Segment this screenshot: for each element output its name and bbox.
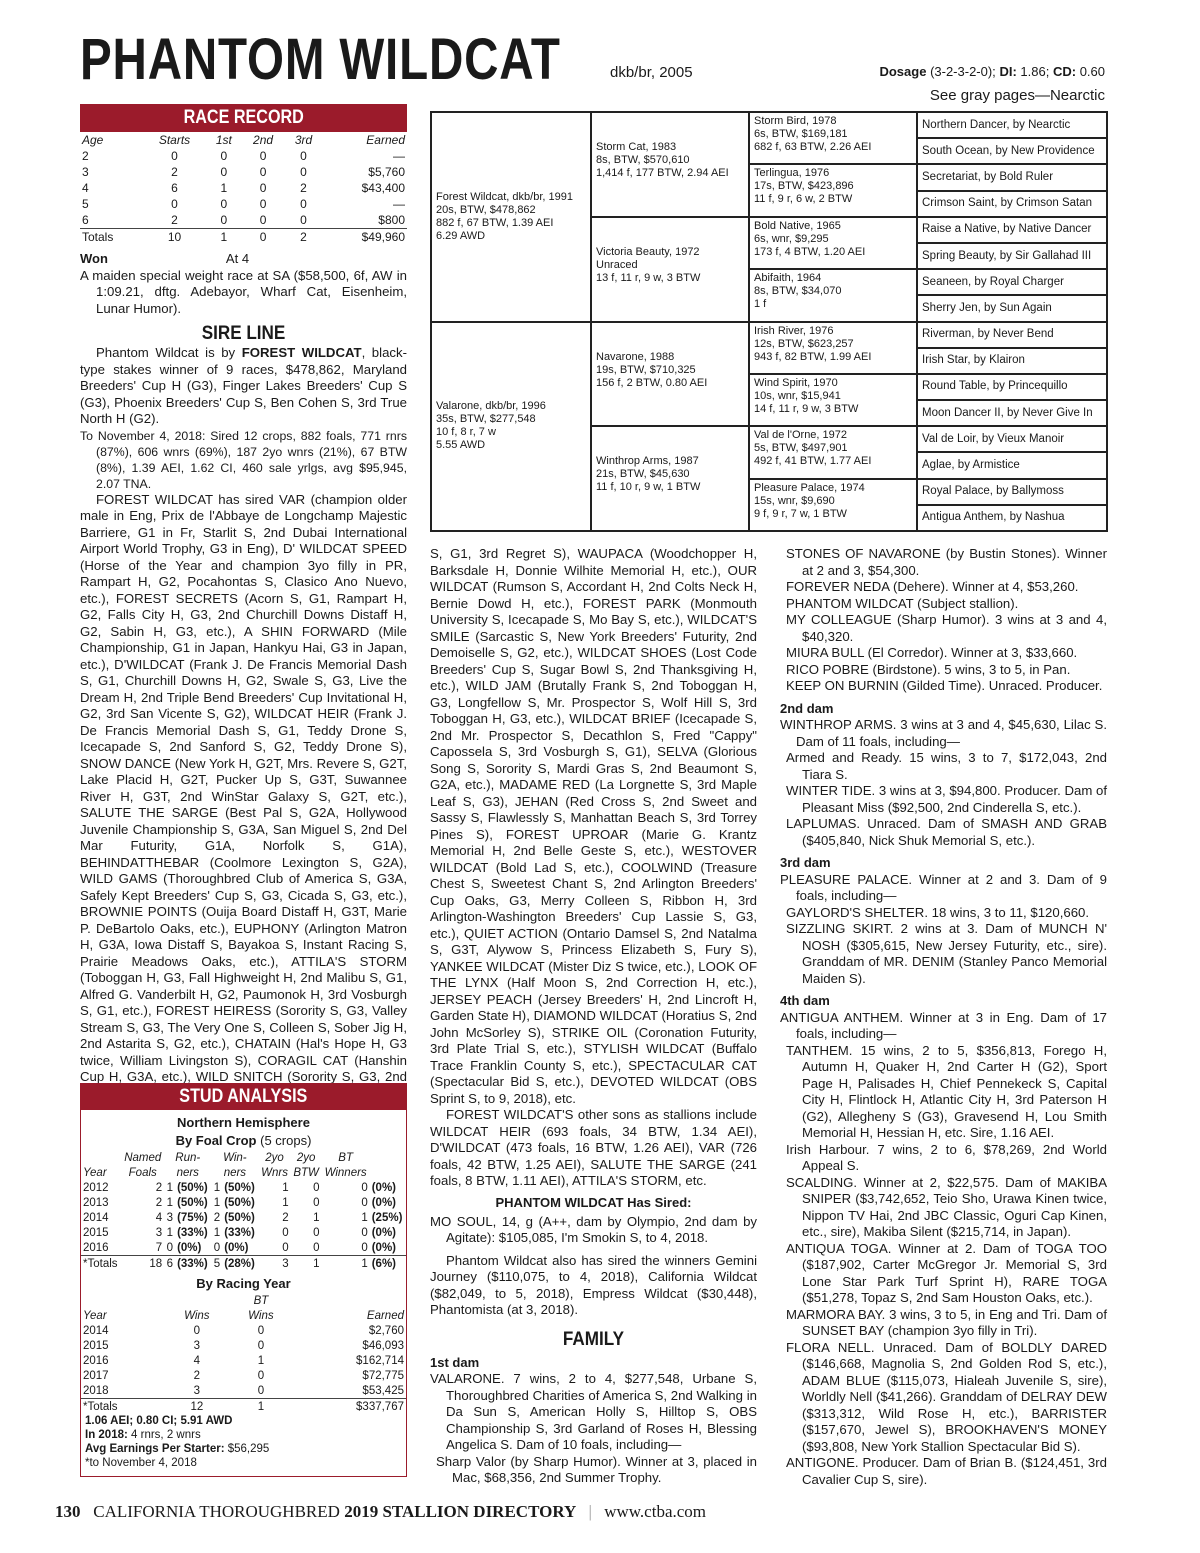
foal-cell: 2015 bbox=[83, 1226, 109, 1239]
rr-cell: 0 bbox=[300, 213, 307, 227]
sire-line-heading: SIRE LINE bbox=[201, 323, 286, 344]
pedigree-gen4: Riverman, by Never Bend bbox=[917, 322, 1107, 348]
foal-col-header: ners bbox=[223, 1166, 247, 1179]
family-foal-entry: LAPLUMAS. Unraced. Dam of SMASH AND GRAB ($405,840, Nick Shuk Memorial S, etc.). bbox=[786, 816, 1107, 848]
racing-year-row bbox=[81, 1383, 406, 1399]
rr-cell: 2 bbox=[82, 149, 89, 163]
pedigree-gen2: Victoria Beauty, 1972 Unraced 13 f, 11 r, 9 w, 3 BTW bbox=[591, 217, 749, 322]
foal-cell: (33%) bbox=[177, 1226, 208, 1239]
race-record-row bbox=[80, 212, 407, 229]
foal-cell: 2 bbox=[213, 1211, 221, 1224]
pedigree-dam: Valarone, dkb/br, 1996 35s, BTW, $277,548 10 f, 8 r, 7 w 5.55 AWD bbox=[431, 322, 591, 532]
foal-crop-row bbox=[81, 1195, 406, 1210]
rr-cell: 6 bbox=[82, 213, 89, 227]
foal-col-header: ners bbox=[176, 1166, 199, 1179]
dam1-text: VALARONE. 7 wins, 2 to 4, $277,548, Urbane S, Thoroughbred Charities of America S, 2nd Walking in Da Sun S, American Holly S, Hilltop S, OBS Championship S, 3rd Garland of Roses H, Blessing Angelica S. Dam of 10 foals, including— bbox=[430, 1371, 757, 1452]
rr-cell: 0 bbox=[259, 213, 267, 227]
family-foal-entry: SCALDING. Winner at 2, $22,575. Dam of MAKIBA SNIPER ($3,742,652, Teio Sho, Urawa Kinen twice, Nippon TV Hai, 2nd JBC Classic, Oguri Cap Kinen, etc., sire), Makiba Silent ($215,714, in Japan). bbox=[786, 1174, 1107, 1239]
rr-cell: 2 bbox=[171, 213, 178, 227]
rr-cell: — bbox=[393, 149, 405, 163]
foal-cell: 0 bbox=[313, 1196, 320, 1209]
year-cell: 0 bbox=[257, 1384, 265, 1397]
rr-col-header: 1st bbox=[215, 133, 232, 147]
foal-col-header: BT bbox=[338, 1151, 353, 1164]
year-col-header bbox=[293, 1293, 406, 1308]
foal-crop-row bbox=[81, 1225, 406, 1240]
year-cell: 2 bbox=[193, 1369, 201, 1382]
sire-stats: To November 4, 2018: Sired 12 crops, 882 foals, 771 rnrs (87%), 606 wnrs (69%), 187 2yo wnrs (21%), 67 BTW (8%), 1.39 AEI, 1.62 CI, 460 sale yrlgs, avg $95,945, 2.07 TNA. bbox=[80, 428, 407, 491]
pedigree-gen4: Royal Palace, by Ballymoss bbox=[917, 479, 1107, 505]
year-cell: 12 bbox=[165, 1399, 229, 1415]
foal-cell: (33%) bbox=[224, 1226, 255, 1239]
year-cell: 0 bbox=[257, 1369, 265, 1382]
pedigree-gen3: Pleasure Palace, 1974 15s, wnr, $9,690 9 f, 9 r, 7 w, 1 BTW bbox=[749, 479, 917, 531]
foal-cell: (50%) bbox=[224, 1181, 255, 1194]
foal-cell: 7 bbox=[155, 1241, 163, 1254]
pedigree-gen2: Navarone, 1988 19s, BTW, $710,325 156 f, 2 BTW, 0.80 AEI bbox=[591, 322, 749, 427]
dam2-heading: 2nd dam bbox=[780, 700, 834, 716]
race-record bbox=[80, 104, 407, 1102]
rr-cell: Totals bbox=[80, 229, 143, 246]
family-foal-entry: Armed and Ready. 15 wins, 3 to 7, $172,043, 2nd Tiara S. bbox=[786, 750, 1107, 782]
year-cell: $46,093 bbox=[362, 1339, 404, 1352]
pedigree-gen4: Secretariat, by Bold Ruler bbox=[917, 164, 1107, 190]
pedigree-sire: Forest Wildcat, dkb/br, 1991 20s, BTW, $478,862 882 f, 67 BTW, 1.39 AEI 6.29 AWD bbox=[431, 112, 591, 322]
foal-cell: 1 bbox=[361, 1211, 368, 1224]
pedigree-gen3: Val de l'Orne, 1972 5s, BTW, $497,901 492 f, 41 BTW, 1.77 AEI bbox=[749, 426, 917, 478]
foal-cell: 0 bbox=[166, 1241, 174, 1254]
foal-cell: 1 bbox=[322, 1256, 370, 1272]
column-two bbox=[430, 546, 757, 1487]
year-cell: $72,775 bbox=[362, 1369, 404, 1382]
foal-cell: *Totals bbox=[81, 1256, 121, 1272]
foal-col-header: Win- bbox=[223, 1151, 247, 1164]
family-foal-entry: RICO POBRE (Birdstone). 5 wins, 3 to 5, in Pan. bbox=[786, 661, 1071, 677]
foal-cell: 1 bbox=[166, 1196, 174, 1209]
family-foal-entry: FLORA NELL. Unraced. Dam of BOLDLY DARED ($146,668, Magnolia S, 2nd Golden Rod S, etc.), ADAM BLUE ($115,073, Hialeah Juvenile S, sire), Worldly Nell ($41,266). Granddam of DELRAY DEW ($313,312, Wild Rose H, etc.), BARRISTER ($157,670, Jewel S), BROOKHAVEN'S MONEY ($93,808, New York Stallion Spectacular Bid S). bbox=[786, 1339, 1107, 1454]
racing-year-totals bbox=[81, 1399, 406, 1415]
foal-cell: 2 bbox=[155, 1181, 163, 1194]
foal-crop-header bbox=[81, 1165, 406, 1180]
pedigree-gen4: Crimson Saint, by Crimson Satan bbox=[917, 191, 1107, 217]
rr-cell: 0 bbox=[300, 149, 307, 163]
foal-cell: 1 bbox=[213, 1181, 221, 1194]
race-record-row bbox=[80, 180, 407, 196]
foal-crop-row bbox=[81, 1210, 406, 1225]
also-sired: Phantom Wildcat also has sired the winners Gemini Journey ($110,075, to 4, 2018), California Wildcat ($82,049, to 5, 2018), Empress Wildcat ($30,448), Phantomista (at 3, 2018). bbox=[430, 1252, 757, 1317]
year-cell: $53,425 bbox=[362, 1384, 404, 1397]
color-year: dkb/br, 2005 bbox=[610, 64, 693, 81]
year-cell: 3 bbox=[193, 1384, 201, 1397]
foal-cell: 2 bbox=[282, 1211, 289, 1224]
race-record-table bbox=[80, 132, 407, 245]
rr-cell: 0 bbox=[259, 165, 267, 179]
family-foal-entry: MY COLLEAGUE (Sharp Humor). 3 wins at 3 and 4, $40,320. bbox=[786, 612, 1107, 644]
foal-cell: 0 bbox=[313, 1226, 320, 1239]
dam3-heading: 3rd dam bbox=[780, 855, 831, 870]
year-cell: 0 bbox=[257, 1339, 265, 1352]
family-foal-entry: Irish Harbour. 7 wins, 2 to 6, $78,269, 2nd World Appeal S. bbox=[786, 1141, 1107, 1173]
foal-col-header: Winners bbox=[324, 1166, 367, 1179]
rr-cell: $49,960 bbox=[323, 229, 408, 246]
stud-note: *to November 4, 2018 bbox=[85, 1457, 197, 1469]
rr-cell: $43,400 bbox=[361, 181, 405, 195]
rr-cell: 1 bbox=[220, 181, 228, 195]
year-cell: 0 bbox=[257, 1324, 265, 1337]
foal-cell: (0%) bbox=[371, 1196, 396, 1209]
family-foal-entry: MIURA BULL (El Corredor). Winner at 3, $33,660. bbox=[786, 645, 1078, 660]
family-heading: FAMILY bbox=[562, 1328, 625, 1350]
foal-cell: 1 bbox=[291, 1256, 322, 1272]
sire-col1-body: FOREST WILDCAT has sired VAR (champion older male in Eng, Prix de l'Abbaye de Longchamp Majestic Barriere, G1 in Fr, Starlit S, 2nd Dubai International Airport World Trophy, G3 in Eng), D' WILDCAT SPEED (Horse of the Year and champion 3yo filly in PR, Rampart H, G2, Pocahontas S, Clasico Ano Nuevo, etc.), FOREST SECRETS (Acorn S, G1, Rampart H, G2, Falls City H, G3, 2nd Churchill Downs Distaff H, G2, Sabin H, G3, etc.), A SHIN FORWARD (Mile Championship, G1 in Japan, Hankyu Hai, G3 in Japan, etc.), D'WILDCAT (Frank J. De Francis Memorial Dash S, G1, Churchill Downs H, G2, Swale S, G3, Live the Dream H, 2nd Triple Bend Breeders' Cup Invitational H, G2, 3rd San Vicente S, G2), WILDCAT HEIR (Frank J. De Francis Memorial Dash S, G1, Teddy Drone S, Icecapade S, 2nd Sanford S, G2, Teddy Drone S), SNOW DANCE (New York H, G2T, Mrs. Revere S, G2T, Lake Placid H, G2T, Pucker Up S, G3T, Suwannee River H, G3T, 2nd WinStar Galaxy S, G2T, etc.), SALUTE THE SARGE (Best Pal S, G2A, Hollywood Juvenile Championship S, G3A, San Miguel S, 2nd Del Mar Futurity, G1A, Norfolk S, G1A), BEHINDATTHEBAR (Coolmore Lexington S, G2A), WILD GAMS (Thoroughbred Club of America S, G3A, Safely Kept Breeders' Cup S, G3, Cicada S, G3, etc.), BROWNIE POINTS (Ouija Board Distaff H, G3T, Marie P. DeBartolo Oaks, etc.), EUPHONY (Arlington Matron H, G3A, Iowa Distaff S, Bayakoa S, Instant Racing S, Prairie Meadows Oaks, etc.), ATTILA'S STORM (Toboggan H, G3, Fall Highweight H, 2nd Malibu S, G1, Alfred G. Vanderbilt H, G2, Paumonok H, 3rd Vosburgh S, G1, etc.), FOREST HEIRESS (Sorority S, G3, Valley Stream S, G3, The Very One S, Colleen S, Sober Jig H, 2nd Astarita S, G2, etc.), CHATAIN (Hal's Hope H, G3 twice, William Livingston S), CORAGIL CAT (Hanshin Cup H, G3A, etc.), WILD SNITCH (Sorority S, G3, 2nd bbox=[80, 491, 407, 1084]
pedigree-gen4: Moon Dancer II, by Never Give In bbox=[917, 400, 1107, 426]
foal-cell: (6%) bbox=[370, 1256, 406, 1272]
rr-cell: 0 bbox=[242, 229, 285, 246]
family-foal-entry: SIZZLING SKIRT. 2 wins at 3. Dam of MUNCH N' NOSH ($305,615, New Jersey Futurity, etc., sire). Granddam of MR. DENIM (Stanley Panco Memorial Maiden S). bbox=[786, 921, 1107, 986]
year-col-header: Earned bbox=[366, 1309, 404, 1322]
year-col-header: Year bbox=[83, 1309, 107, 1322]
racing-year-header bbox=[81, 1293, 406, 1308]
racing-year-header bbox=[81, 1308, 406, 1323]
pedigree-gen4: Antigua Anthem, by Nashua bbox=[917, 505, 1107, 531]
foal-cell: 2012 bbox=[83, 1181, 109, 1194]
site-link[interactable]: www.ctba.com bbox=[604, 1502, 707, 1521]
dam3-text: PLEASURE PALACE. Winner at 2 and 3. Dam of 9 foals, including— bbox=[780, 871, 1107, 903]
pedigree-gen2: Winthrop Arms, 1987 21s, BTW, $45,630 11 f, 10 r, 9 w, 1 BTW bbox=[591, 426, 749, 531]
foal-cell: 3 bbox=[166, 1211, 174, 1224]
family-foal-entry: PHANTOM WILDCAT (Subject stallion). bbox=[786, 595, 1019, 611]
rr-cell: 0 bbox=[220, 197, 228, 211]
stud-analysis bbox=[80, 1083, 407, 1477]
foal-cell: (50%) bbox=[177, 1181, 208, 1194]
foal-cell: 1 bbox=[213, 1196, 221, 1209]
foal-cell: 4 bbox=[155, 1211, 163, 1224]
racing-year-row bbox=[81, 1338, 406, 1353]
rr-cell: 0 bbox=[259, 181, 267, 195]
rr-cell: 10 bbox=[143, 229, 206, 246]
year-cell: 2017 bbox=[83, 1369, 109, 1382]
rr-cell: 0 bbox=[300, 197, 307, 211]
foal-cell: 1 bbox=[166, 1226, 174, 1239]
race-record-row bbox=[80, 148, 407, 164]
pedigree-gen2: Storm Cat, 1983 8s, BTW, $570,610 1,414 f, 177 BTW, 2.94 AEI bbox=[591, 112, 749, 217]
family-foal-entry: ANTIGONE. Producer. Dam of Brian B. ($124,451, 3rd Cavalier Cup S, sire). bbox=[786, 1455, 1107, 1487]
foal-col-header: Year bbox=[83, 1166, 107, 1179]
year-cell: 3 bbox=[193, 1339, 201, 1352]
racing-year-table bbox=[81, 1293, 406, 1414]
page-title: PHANTOM WILDCAT bbox=[80, 27, 561, 92]
foal-cell: 2014 bbox=[83, 1211, 109, 1224]
foal-crop-totals bbox=[81, 1256, 406, 1272]
foal-cell: (0%) bbox=[371, 1241, 396, 1254]
other-sons: FOREST WILDCAT'S other sons as stallions include WILDCAT HEIR (693 foals, 34 BTW, 1.34 AEI), D'WILDCAT (473 foals, 16 BTW, 1.26 AEI), VAR (726 foals, 42 BTW, 1.25 AEI), SALUTE THE SARGE (241 foals, 8 BTW, 1.11 AEI), ATTILA'S STORM, etc. bbox=[430, 1107, 757, 1188]
racing-year-row bbox=[81, 1323, 406, 1338]
pedigree-gen3: Irish River, 1976 12s, BTW, $623,257 943 f, 82 BTW, 1.99 AEI bbox=[749, 322, 917, 374]
year-cell: 1 bbox=[229, 1399, 293, 1415]
race-record-totals bbox=[80, 229, 407, 246]
dam1-heading: 1st dam bbox=[430, 1354, 480, 1370]
foal-cell: (25%) bbox=[371, 1211, 403, 1224]
race-record-row bbox=[80, 196, 407, 212]
page-footer: 130 CALIFORNIA THOROUGHBRED 2019 STALLION DIRECTORY | www.ctba.com bbox=[55, 1502, 707, 1521]
pedigree-gen4: Aglae, by Armistice bbox=[917, 452, 1107, 478]
foal-col-header: Run- bbox=[175, 1151, 201, 1164]
by-racing-year-label: By Racing Year bbox=[196, 1276, 291, 1291]
foal-crop-table bbox=[81, 1150, 406, 1271]
pedigree-gen3: Terlingua, 1976 17s, BTW, $423,896 11 f, 9 r, 6 w, 2 BTW bbox=[749, 164, 917, 216]
foal-cell: 5 bbox=[211, 1256, 222, 1272]
year-col-header bbox=[81, 1293, 165, 1308]
family-foal-entry: MARMORA BAY. 3 wins, 3 to 5, in Eng and Tri. Dam of SUNSET BAY (champion 3yo filly in Tri). bbox=[786, 1306, 1107, 1338]
family-foal-entry: WINTER TIDE. 3 wins at 3, $94,800. Producer. Dam of Pleasant Miss ($92,500, 2nd Cinderella S, etc.). bbox=[786, 783, 1107, 815]
pedigree-gen3: Abifaith, 1964 8s, BTW, $34,070 1 f bbox=[749, 269, 917, 321]
sire-col2-body: S, G1, 3rd Regret S), WAUPACA (Woodchopper H, Barksdale H, Donnie Wilhite Memorial H, etc.), OUR WILDCAT (Rumson S, Accordant H, 2nd Colts Neck H, Bernie Dowd H, etc.), FOREST PARK (Monmouth University S, Icecapade S, Mo Bay S, etc.), WILDCAT'S SMILE (Sarcastic S, New York Breeders' Futurity, 2nd Demoiselle S, G2, etc.), WILDCAT SHOES (Lost Code Breeders' Cup S, Sugar Bowl S, 2nd Thanksgiving H, etc.), WILD JAM (Brutally Frank S, 2nd Toboggan H, G3, Longfellow S, Mr. Prospector S, Wolf Hill S, 3rd Toboggan H, G3, etc.), WILDCAT BRIEF (Icecapade S, 2nd Mr. Prospector S, Decathlon S, Fred "Cappy" Capossela S, 3rd Vosburgh S, G1), SELVA (Glorious Song S, Sorority S, Mardi Gras S, 2nd Beaumont S, G2A, etc.), MADAME RED (La Lorgnette S, 3rd Maple Leaf S, G3), JEHAN (Red Cross S, 2nd Sweet and Sassy S, Flawlessly S, Manhattan Beach S, 3rd Torrey Pines S), FOREST UPROAR (Marie G. Krantz Memorial H, 2nd Belle Geste S, etc.), WESTOVER WILDCAT (Bold Lad S, etc.), COOLWIND (Treasure Chest S, Sweetest Chant S, 2nd Arlington Breeders' Cup Oaks, G3, Merry Colleen S, Ribbon H, 3rd Arlington-Washington Breeders' Cup Lassie S, G3, etc.), QUIET ACTION (Ontario Damsel S, 2nd Natalma S, G3T, Alywow S, Princess Elizabeth S, Fury S), YANKEE WILDCAT (Mister Diz S twice, etc.), LOOK OF THE LYNX (Half Moon S, 2nd Correction H, etc.), JERSEY PEACH (Jersey Breeders' H, 2nd Lincroft H, Garden State H), DIAMOND WILDCAT (Horatius S, 2nd John McSorley S), STRIKE OIL (Coronation Futurity, 3rd Plate Trial S, etc.), STYLISH WILDCAT (Buffalo Trace Franklin County S, etc.), SPECTACULAR CAT (Spectacular Bid S, etc.), DEVOTED WILDCAT (OBS Sprint S, to 9, 2018), etc. bbox=[430, 546, 757, 1106]
foal-cell: (28%) bbox=[222, 1256, 258, 1272]
year-cell: 2015 bbox=[83, 1339, 109, 1352]
by-foal-crop-label: By Foal Crop (5 crops) bbox=[175, 1133, 312, 1148]
foal-cell: (0%) bbox=[224, 1241, 249, 1254]
racing-year-row bbox=[81, 1368, 406, 1383]
year-cell: *Totals bbox=[81, 1399, 165, 1415]
race-record-heading: RACE RECORD bbox=[80, 104, 407, 132]
dam1-foal: Sharp Valor (by Sharp Humor). Winner at 3, placed in Mac, $68,356, 2nd Summer Trophy. bbox=[436, 1453, 757, 1485]
rr-col-header: 2nd bbox=[253, 133, 274, 147]
rr-cell: 2 bbox=[284, 229, 322, 246]
rr-cell: 0 bbox=[220, 165, 228, 179]
foal-cell: 0 bbox=[313, 1241, 320, 1254]
year-cell: 2018 bbox=[83, 1384, 109, 1397]
year-cell: 2016 bbox=[83, 1354, 109, 1367]
rr-cell: — bbox=[393, 197, 405, 211]
pedigree-gen4: South Ocean, by New Providence bbox=[917, 138, 1107, 164]
pedigree-gen3: Wind Spirit, 1970 10s, wnr, $15,941 14 f, 11 r, 9 w, 3 BTW bbox=[749, 374, 917, 426]
see-gray-note: See gray pages—Nearctic bbox=[929, 87, 1105, 104]
foal-col-header bbox=[81, 1150, 121, 1165]
rr-col-header: 3rd bbox=[294, 133, 313, 147]
foal-crop-row bbox=[81, 1180, 406, 1195]
rr-cell: 2 bbox=[300, 181, 307, 195]
rr-cell: 0 bbox=[259, 197, 267, 211]
rr-cell: 2 bbox=[171, 165, 178, 179]
foal-col-header: 2yo bbox=[296, 1151, 316, 1164]
family-foal-entry: ANTIQUA TOGA. Winner at 2. Dam of TOGA TOO ($187,902, Carter McGregor Jr. Memorial S, 3rd Lone Star Park Turf Sprint H), RARE TOGA ($51,278, Topaz S, 2nd Sam Houston Oaks, etc.). bbox=[786, 1240, 1107, 1305]
foal-cell: 0 bbox=[282, 1241, 289, 1254]
foal-cell: (0%) bbox=[371, 1181, 396, 1194]
dosage-line: Dosage (3-2-3-2-0); DI: 1.86; CD: 0.60 bbox=[879, 64, 1105, 79]
foal-cell: 0 bbox=[313, 1181, 320, 1194]
foal-cell: 2013 bbox=[83, 1196, 109, 1209]
foal-col-header: Wnrs bbox=[261, 1166, 288, 1179]
foal-cell: (0%) bbox=[371, 1226, 396, 1239]
dam2-text: WINTHROP ARMS. 3 wins at 3 and 4, $45,630, Lilac S. Dam of 11 foals, including— bbox=[780, 717, 1107, 749]
year-cell: $2,760 bbox=[368, 1324, 404, 1337]
pedigree-gen4: Northern Dancer, by Nearctic bbox=[917, 112, 1107, 138]
page-number: 130 bbox=[55, 1502, 81, 1521]
won-block: Won At 4 A maiden special weight race at SA ($58,500, 6f, AW in 1:09.21, dftg. Adebayor, Wharf Cat, Eisenheim, Lunar Humor). bbox=[80, 251, 407, 316]
foal-col-header: Named bbox=[124, 1151, 162, 1164]
family-foal-entry: STONES OF NAVARONE (by Bustin Stones). Winner at 2 and 3, $54,300. bbox=[786, 546, 1107, 578]
foal-crop-header bbox=[81, 1150, 406, 1165]
hemisphere-label: Northern Hemisphere bbox=[177, 1115, 310, 1130]
year-cell: 0 bbox=[193, 1324, 201, 1337]
foal-cell: 1 bbox=[166, 1181, 174, 1194]
foal-cell: 0 bbox=[282, 1226, 289, 1239]
foal-cell: 1 bbox=[313, 1211, 320, 1224]
rr-cell: $800 bbox=[378, 213, 405, 227]
year-col-header: Wins bbox=[184, 1309, 210, 1322]
dam4-heading: 4th dam bbox=[780, 993, 830, 1008]
foal-cell: 1 bbox=[282, 1196, 289, 1209]
pedigree-gen3: Storm Bird, 1978 6s, BTW, $169,181 682 f, 63 BTW, 2.26 AEI bbox=[749, 112, 917, 164]
aei-line: 1.06 AEI; 0.80 CI; 5.91 AWD bbox=[85, 1415, 233, 1427]
year-col-header bbox=[165, 1293, 229, 1308]
rr-cell: 0 bbox=[259, 149, 267, 163]
rr-cell: 3 bbox=[82, 165, 89, 179]
rr-cell: 0 bbox=[171, 149, 178, 163]
foal-cell: (75%) bbox=[177, 1211, 208, 1224]
rr-cell: 0 bbox=[220, 149, 228, 163]
foal-cell: (0%) bbox=[177, 1241, 202, 1254]
rr-cell: $5,760 bbox=[368, 165, 405, 179]
foal-cell: (50%) bbox=[177, 1196, 208, 1209]
foal-col-header: Foals bbox=[128, 1166, 157, 1179]
directory-name: 2019 STALLION DIRECTORY bbox=[344, 1502, 577, 1521]
foal-cell: 3 bbox=[258, 1256, 290, 1272]
foal-cell: 2016 bbox=[83, 1241, 109, 1254]
family-foal-entry: TANTHEM. 15 wins, 2 to 5, $356,813, Forego H, Autumn H, Quaker H, 2nd Carter H (G2), Sport Page H, Palisades H, Chief Pennekeck S, Capital City H, Flintlock H, Atlantic City H, 3rd Paterson H (G2), Allegheny S (G3), Gravesend H, Lou Smith Memorial H, Hessian H, etc. Sire, 1.16 AEI. bbox=[786, 1042, 1107, 1140]
family-foal-entry: KEEP ON BURNIN (Gilded Time). Unraced. Producer. bbox=[786, 678, 1103, 693]
rr-cell: 0 bbox=[300, 165, 307, 179]
family-foal-entry: GAYLORD'S SHELTER. 18 wins, 3 to 11, $120,660. bbox=[786, 904, 1090, 920]
publication-name: CALIFORNIA THOROUGHBRED bbox=[93, 1502, 340, 1521]
column-three bbox=[780, 546, 1107, 1488]
rr-col-header: Earned bbox=[366, 133, 405, 147]
foal-cell: 0 bbox=[213, 1241, 221, 1254]
foal-cell: 0 bbox=[361, 1196, 368, 1209]
year-cell: 2014 bbox=[83, 1324, 109, 1337]
pedigree-gen4: Seaneen, by Royal Charger bbox=[917, 269, 1107, 295]
year-cell: $337,767 bbox=[293, 1399, 406, 1415]
foal-cell: 1 bbox=[213, 1226, 221, 1239]
foal-cell: 6 bbox=[164, 1256, 175, 1272]
foal-cell: 1 bbox=[282, 1181, 289, 1194]
foal-cell: (33%) bbox=[175, 1256, 211, 1272]
in-2018-line: In 2018: 4 rnrs, 2 wnrs bbox=[85, 1429, 201, 1441]
rr-cell: 0 bbox=[220, 213, 228, 227]
year-cell: 1 bbox=[257, 1354, 265, 1367]
has-sired-heading: PHANTOM WILDCAT Has Sired: bbox=[495, 1194, 692, 1210]
pedigree-chart bbox=[430, 111, 1108, 532]
year-col-header: BT bbox=[253, 1294, 269, 1307]
foal-cell: 3 bbox=[155, 1226, 163, 1239]
pedigree-gen3: Bold Native, 1965 6s, wnr, $9,295 173 f, 4 BTW, 1.20 AEI bbox=[749, 217, 917, 269]
foal-cell: 2 bbox=[155, 1196, 163, 1209]
sire-line-intro: Phantom Wildcat is by FOREST WILDCAT, black-type stakes winner of 9 races, $478,862, Maryland Breeders' Cup H (G3), Finger Lakes Breeders' Cup S (G3), Phoenix Breeders' Cup S, Ben Cohen S, 3rd True North H (G2). To November 4, 2018: Sired 12 crops, 882 foals, 771 rnrs (87%), 606 wnrs (69%), 187 2yo wnrs (21%), 67 BTW (8%), 1.39 AEI, 1.62 CI, 460 sale yrlgs, avg $95,945, 2.07 TNA. FOREST WILDCAT has sired VAR (champion older male in Eng, Prix de l'Abbaye de Longchamp Majestic Barriere, G1 in Fr, Starlit S, 2nd Dubai International Airport World Trophy, G3 in Eng), D' WILDCAT SPEED (Horse of the Year and champion 3yo filly in PR, Rampart H, G2, Pocahontas S, Clasico Ano Nuevo, etc.), FOREST SECRETS (Acorn S, G1, Rampart H, G2, Falls City H, G3, 2nd Churchill Downs Distaff H, G2, Sabin H, G3, etc.), A SHIN FORWARD (Mile Championship, G1 in Japan, Hankyu Hai, G3 in Japan, etc.), D'WILDCAT (Frank J. De Francis Memorial Dash S, G1, Churchill Downs H, G2, Swale S, G3, Live the Dream H, 2nd Triple Bend Breeders' Cup Invitational H, G2, 3rd San Vicente S, G2), WILDCAT HEIR (Frank J. De Francis Memorial Dash S, G1, Teddy Drone S, Icecapade S, 2nd Sanford S, G2, Teddy Drone S), SNOW DANCE (New York H, G2T, Mrs. Revere S, G2T, Lake Placid H, G2T, Pucker Up S, G3T, Suwannee River H, G3T, 2nd WinStar Galaxy S, G2T, etc.), SALUTE THE SARGE (Best Pal S, G2A, Hollywood Juvenile Championship S, G3A, San Miguel S, 2nd Del Mar Futurity, G1A, Norfolk S, G1A), BEHINDATTHEBAR (Coolmore Lexington S, G2A), WILD GAMS (Thoroughbred Club of America S, G3A, Safely Kept Breeders' Cup S, G3, Cicada S, G3, etc.), BROWNIE POINTS (Ouija Board Distaff H, G3T, Marie P. DeBartolo Oaks, etc.), EUPHONY (Arlington Matron H, G3A, Iowa Distaff S, Bayakoa S, Instant Racing S, Prairie Meadows Oaks, etc.), ATTILA'S STORM (Toboggan H, G3, Fall Highweight H, 2nd Malibu S, G1, Alfred G. Vanderbilt H, G2, Paumonok H, 3rd Vosburgh S, G1, etc.), FOREST HEIRESS (Sorority S, G3, Valley Stream S, G3, The Very One S, Colleen S, Sober Jig H, 2nd Astarita S, G2, etc.), CHATAIN (Hal's Hope H, G3 twice, William Livingston S), CORAGIL CAT (Hanshin Cup H, G3A, etc.), WILD SNITCH (Sorority S, G3, 2nd bbox=[80, 345, 407, 1102]
pedigree-gen4: Spring Beauty, by Sir Gallahad III bbox=[917, 243, 1107, 269]
pedigree-gen4: Sherry Jen, by Sun Again bbox=[917, 295, 1107, 321]
pedigree-gen4: Irish Star, by Klairon bbox=[917, 348, 1107, 374]
rr-cell: 0 bbox=[171, 197, 178, 211]
has-sired-entry: MO SOUL, 14, g (A++, dam by Olympio, 2nd dam by Agitate): $105,085, I'm Smokin S, to 4, 2018. bbox=[430, 1213, 757, 1245]
stud-analysis-heading: STUD ANALYSIS bbox=[81, 1084, 406, 1110]
pedigree-gen4: Raise a Native, by Native Dancer bbox=[917, 217, 1107, 243]
rr-cell: 6 bbox=[171, 181, 178, 195]
year-col-header: Wins bbox=[248, 1309, 274, 1322]
foal-cell: 0 bbox=[361, 1181, 368, 1194]
foal-cell: 18 bbox=[121, 1256, 164, 1272]
foal-cell: (50%) bbox=[224, 1196, 255, 1209]
rr-cell: 1 bbox=[206, 229, 242, 246]
foal-col-header: 2yo bbox=[265, 1151, 284, 1164]
foal-cell: 0 bbox=[361, 1241, 368, 1254]
pedigree-gen4: Round Table, by Princequillo bbox=[917, 374, 1107, 400]
race-record-row bbox=[80, 164, 407, 180]
pedigree-gen4: Val de Loir, by Vieux Manoir bbox=[917, 426, 1107, 452]
foal-col-header: BTW bbox=[293, 1166, 319, 1179]
foal-crop-row bbox=[81, 1240, 406, 1256]
year-cell: 4 bbox=[193, 1354, 201, 1367]
rr-cell: 4 bbox=[82, 181, 89, 195]
rr-cell: 5 bbox=[82, 197, 89, 211]
family-foal-entry: FOREVER NEDA (Dehere). Winner at 4, $53,260. bbox=[786, 579, 1079, 594]
won-text: A maiden special weight race at SA ($58,500, 6f, AW in 1:09.21, dftg. Adebayor, Wharf Cat, Eisenheim, Lunar Humor). bbox=[80, 267, 407, 316]
foal-cell: (50%) bbox=[224, 1211, 255, 1224]
dam4-text: ANTIGUA ANTHEM. Winner at 3 in Eng. Dam of 17 foals, including— bbox=[780, 1009, 1107, 1041]
rr-col-header: Age bbox=[82, 133, 104, 147]
racing-year-row bbox=[81, 1353, 406, 1368]
year-cell: $162,714 bbox=[356, 1354, 404, 1367]
avg-earnings-line: Avg Earnings Per Starter: $56,295 bbox=[85, 1443, 270, 1455]
foal-cell: 0 bbox=[361, 1226, 368, 1239]
rr-col-header: Starts bbox=[158, 133, 191, 147]
